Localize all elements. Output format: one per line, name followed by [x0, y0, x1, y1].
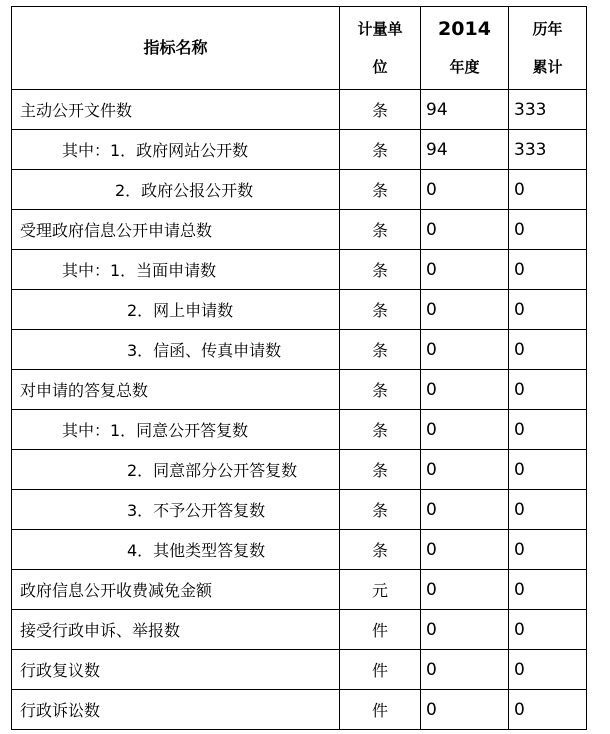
table-row: [12, 610, 587, 650]
row-cumulative-value: 0: [509, 450, 587, 490]
row-year-value: 0: [421, 170, 509, 210]
header-unit-line2: 位: [372, 58, 388, 76]
row-cumulative-value: 333: [509, 130, 587, 170]
row-unit: 条: [340, 370, 421, 410]
table-row: [12, 170, 587, 210]
row-label: 主动公开文件数: [12, 90, 340, 130]
statistics-table: [11, 6, 587, 730]
row-cumulative-value: 0: [509, 250, 587, 290]
row-cumulative-value: 0: [509, 410, 587, 450]
row-unit: 条: [340, 290, 421, 330]
row-year-value: 0: [421, 370, 509, 410]
header-unit: [340, 7, 421, 90]
row-unit: 条: [340, 410, 421, 450]
row-year-value: 94: [421, 130, 509, 170]
row-label: 行政复议数: [12, 650, 340, 690]
header-cum-line2: 累计: [532, 58, 563, 76]
row-cumulative-value: 0: [509, 610, 587, 650]
row-unit: 件: [340, 690, 421, 730]
row-unit: 件: [340, 610, 421, 650]
header-cumulative: [509, 7, 587, 90]
row-year-value: 0: [421, 290, 509, 330]
row-label: 对申请的答复总数: [12, 370, 340, 410]
row-year-value: 0: [421, 490, 509, 530]
table-row: [12, 130, 587, 170]
row-cumulative-value: 0: [509, 210, 587, 250]
row-unit: 条: [340, 250, 421, 290]
row-unit: 条: [340, 170, 421, 210]
row-cumulative-value: 0: [509, 490, 587, 530]
table-row: [12, 410, 587, 450]
header-year: [421, 7, 509, 90]
row-year-value: 0: [421, 650, 509, 690]
row-label: 2．网上申请数: [12, 290, 340, 330]
row-cumulative-value: 0: [509, 370, 587, 410]
row-year-value: 0: [421, 570, 509, 610]
table-row: [12, 210, 587, 250]
row-unit: 元: [340, 570, 421, 610]
table-row: [12, 450, 587, 490]
row-unit: 条: [340, 450, 421, 490]
row-cumulative-value: 0: [509, 170, 587, 210]
row-year-value: 94: [421, 90, 509, 130]
row-year-value: 0: [421, 530, 509, 570]
table-row: [12, 250, 587, 290]
row-cumulative-value: 0: [509, 650, 587, 690]
row-label: 3．不予公开答复数: [12, 490, 340, 530]
header-indicator-name: 指标名称: [12, 7, 340, 90]
header-unit-line1: 计量单: [357, 20, 403, 38]
row-label: 其中：1．同意公开答复数: [12, 410, 340, 450]
row-year-value: 0: [421, 250, 509, 290]
table-row: [12, 650, 587, 690]
row-label: 3．信函、传真申请数: [12, 330, 340, 370]
row-label: 政府信息公开收费减免金额: [12, 570, 340, 610]
header-row: [12, 7, 587, 90]
row-cumulative-value: 333: [509, 90, 587, 130]
row-year-value: 0: [421, 330, 509, 370]
header-year-line1: 2014: [438, 18, 491, 40]
row-cumulative-value: 0: [509, 330, 587, 370]
row-label: 其中：1．当面申请数: [12, 250, 340, 290]
row-cumulative-value: 0: [509, 570, 587, 610]
row-cumulative-value: 0: [509, 530, 587, 570]
header-year-line2: 年度: [449, 58, 480, 76]
row-label: 行政诉讼数: [12, 690, 340, 730]
table-row: [12, 570, 587, 610]
row-unit: 条: [340, 210, 421, 250]
row-year-value: 0: [421, 450, 509, 490]
table-row: [12, 290, 587, 330]
table-row: [12, 330, 587, 370]
row-year-value: 0: [421, 210, 509, 250]
row-unit: 条: [340, 130, 421, 170]
row-unit: 条: [340, 530, 421, 570]
table-row: [12, 490, 587, 530]
table-row: [12, 90, 587, 130]
row-unit: 条: [340, 330, 421, 370]
row-year-value: 0: [421, 690, 509, 730]
row-label: 2．政府公报公开数: [12, 170, 340, 210]
row-label: 接受行政申诉、举报数: [12, 610, 340, 650]
table-row: [12, 530, 587, 570]
row-label: 2．同意部分公开答复数: [12, 450, 340, 490]
header-cum-line1: 历年: [532, 20, 563, 38]
row-label: 4．其他类型答复数: [12, 530, 340, 570]
row-unit: 条: [340, 490, 421, 530]
row-cumulative-value: 0: [509, 290, 587, 330]
row-label: 受理政府信息公开申请总数: [12, 210, 340, 250]
table-row: [12, 690, 587, 730]
row-cumulative-value: 0: [509, 690, 587, 730]
row-year-value: 0: [421, 410, 509, 450]
row-label: 其中：1．政府网站公开数: [12, 130, 340, 170]
row-unit: 条: [340, 90, 421, 130]
row-year-value: 0: [421, 610, 509, 650]
table-row: [12, 370, 587, 410]
row-unit: 件: [340, 650, 421, 690]
